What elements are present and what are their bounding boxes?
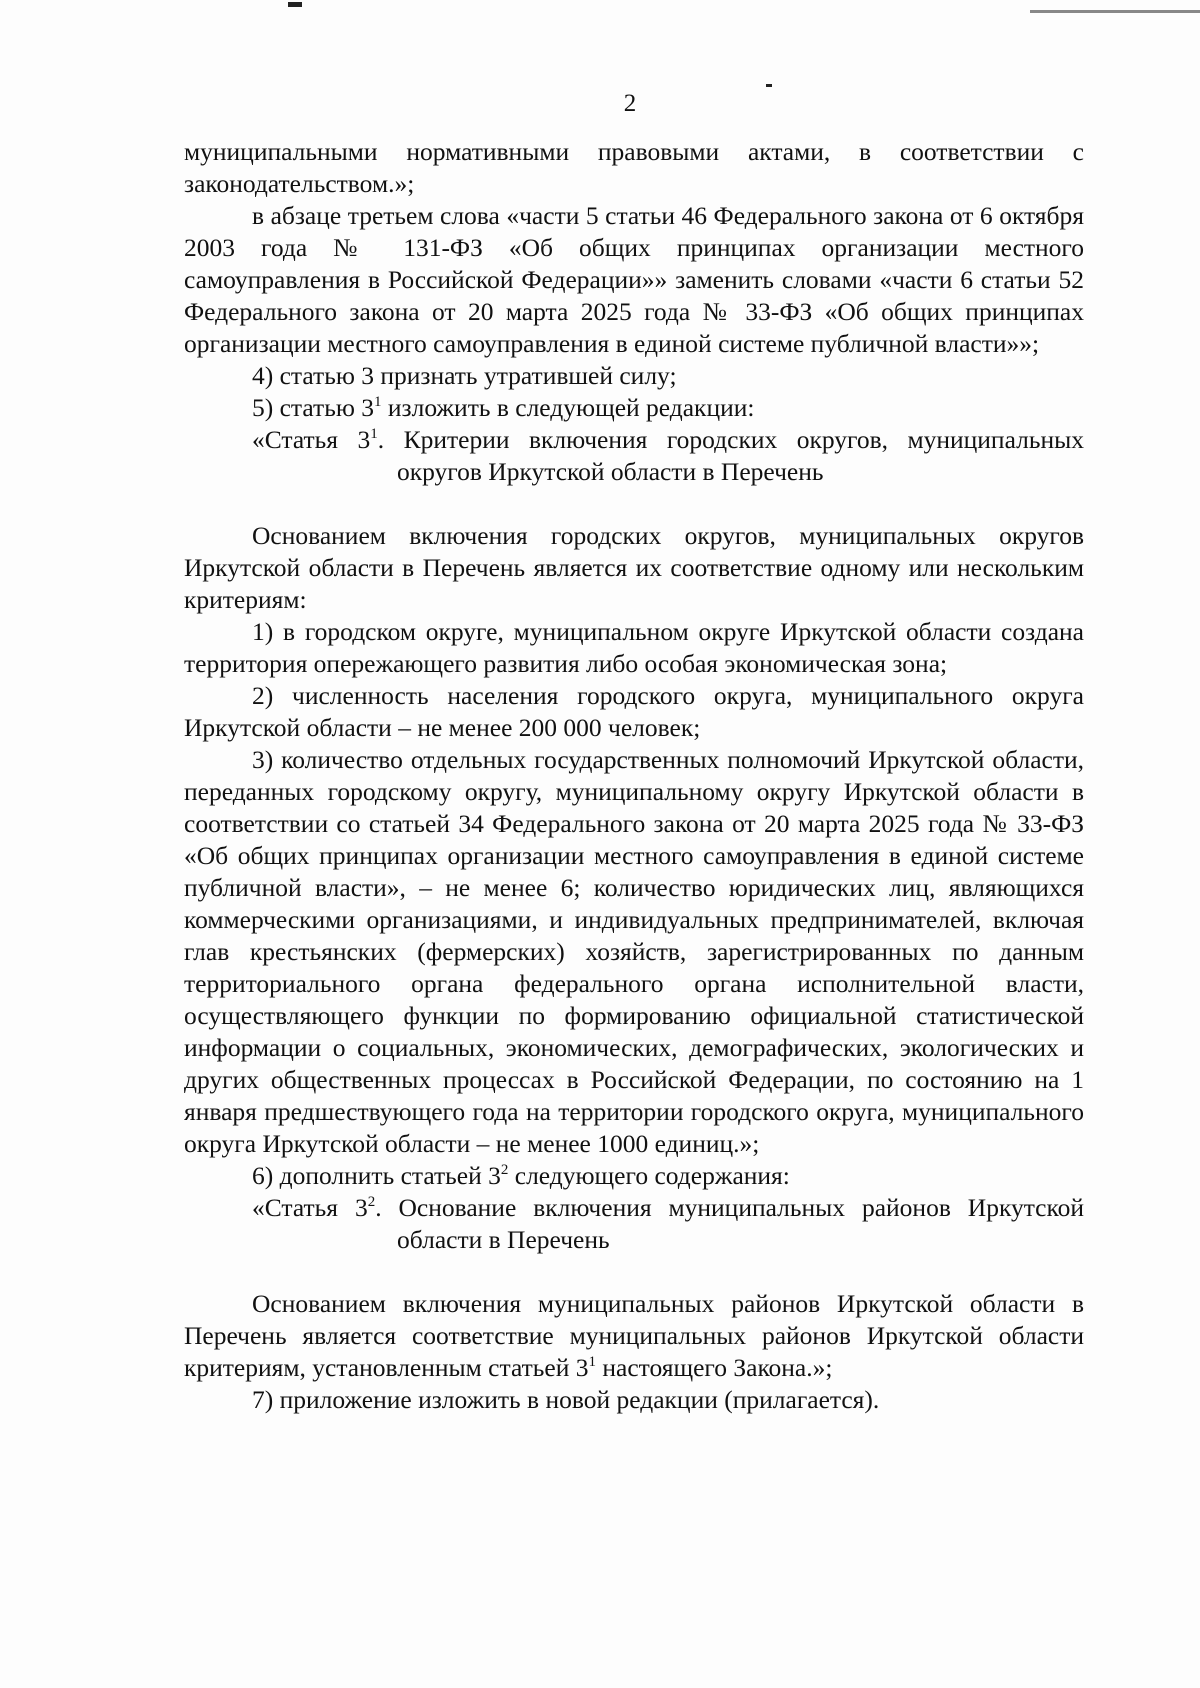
paragraph xyxy=(184,1160,1084,1192)
text: 6) дополнить статьей 3 xyxy=(252,1161,501,1190)
paragraph xyxy=(184,1288,1084,1384)
text: «Статья 3 xyxy=(252,425,371,454)
text: . Основание включения муниципальных районов Иркутской xyxy=(375,1193,1084,1222)
article-heading-line xyxy=(252,424,1084,456)
superscript: 1 xyxy=(374,394,382,410)
page-number: 2 xyxy=(623,90,637,117)
superscript: 2 xyxy=(367,1194,376,1210)
superscript: 1 xyxy=(588,1354,596,1370)
article-heading-line xyxy=(252,1192,1084,1224)
article-heading-line: округов Иркутской области в Перечень xyxy=(397,457,824,486)
paragraph: Основанием включения городских округов, муниципальных округов Иркутской области в Перечень является их соответствие одному или нескольким критериям: xyxy=(184,521,1084,614)
article-heading-line: области в Перечень xyxy=(397,1225,610,1254)
scan-artifact xyxy=(1030,10,1200,13)
document-body xyxy=(184,136,1084,1416)
text: изложить в следующей редакции: xyxy=(381,393,755,422)
text: Основанием включения муниципальных районов Иркутской области в Перечень является соответствие муниципальных районов Иркутской области критериям, установленным статьей 3 xyxy=(184,1289,1084,1382)
text: . Критерии включения городских округов, муниципальных xyxy=(377,425,1084,454)
text: настоящего Закона.»; xyxy=(595,1353,833,1382)
superscript: 1 xyxy=(370,426,378,442)
article-heading xyxy=(184,1192,1084,1256)
paragraph: 3) количество отдельных государственных полномочий Иркутской области, переданных городскому округу, муниципальному округу Иркутской области в соответствии со статьей 34 Федерального закона от 20 марта 2025 года № 33-ФЗ «Об общих принципах организации местного самоуправления в единой системе публичной власти», – не менее 6; количество юридических лиц, являющихся коммерческими организациями, и индивидуальных предпринимателей, включая глав крестьянских (фермерских) хозяйств, зарегистрированных по данным территориального органа федерального органа исполнительной власти, осуществляющего функции по формированию официальной статистической информации о социальных, экономических, демографических, экологических и других общественных процессах в Российской Федерации, по состоянию на 1 января предшествующего года на территории городского округа, муниципального округа Иркутской области – не менее 1000 единиц.»; xyxy=(184,745,1084,1158)
spacer xyxy=(184,488,1084,520)
paragraph: 7) приложение изложить в новой редакции (прилагается). xyxy=(252,1385,880,1414)
paragraph: муниципальными нормативными правовыми актами, в соответствии с законодательством.»; xyxy=(184,137,1084,198)
paragraph: 4) статью 3 признать утратившей силу; xyxy=(252,361,677,390)
scan-artifact xyxy=(766,84,772,87)
paragraph: 2) численность населения городского округа, муниципального округа Иркутской области – не менее 200 000 человек; xyxy=(184,681,1084,742)
text: следующего содержания: xyxy=(508,1161,790,1190)
spacer xyxy=(184,1256,1084,1288)
article-heading xyxy=(184,424,1084,488)
text: 5) статью 3 xyxy=(252,393,374,422)
scan-artifact xyxy=(288,2,302,7)
paragraph: в абзаце третьем слова «части 5 статьи 46 Федерального закона от 6 октября 2003 года № 131-ФЗ «Об общих принципах организации местного самоуправления в Российской Федерации»» заменить словами «части 6 статьи 52 Федерального закона от 20 марта 2025 года № 33-ФЗ «Об общих принципах организации местного самоуправления в единой системе публичной власти»»; xyxy=(184,201,1084,358)
text: «Статья 3 xyxy=(252,1193,368,1222)
superscript: 2 xyxy=(500,1162,509,1178)
paragraph xyxy=(184,392,1084,424)
paragraph: 1) в городском округе, муниципальном округе Иркутской области создана территория опережающего развития либо особая экономическая зона; xyxy=(184,617,1084,678)
